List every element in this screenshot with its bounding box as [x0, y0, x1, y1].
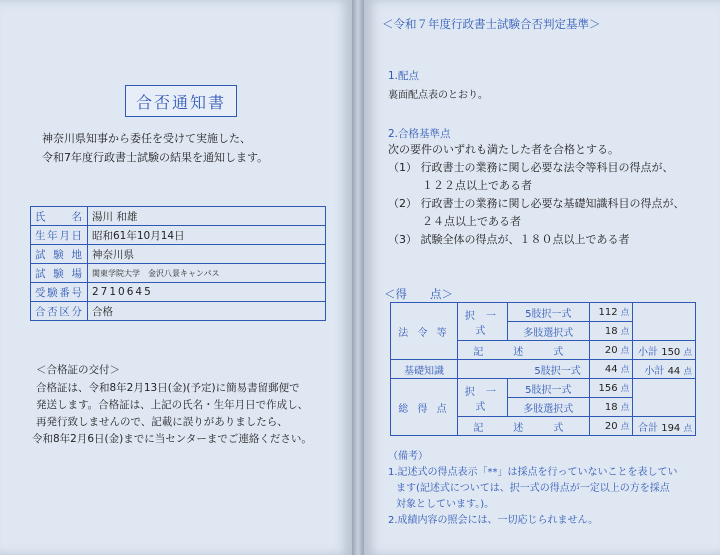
total-multi-choice-label: 多肢選択式 [507, 398, 589, 417]
law-choice-label: 択 一 式 [457, 303, 507, 341]
law-five-choice-score [589, 303, 633, 322]
table-row [391, 379, 696, 398]
total-multi-choice-value: 18 [604, 402, 618, 413]
basic-subtotal-value: 44 [667, 365, 681, 377]
total-category: 総 得 点 [391, 379, 458, 436]
law-subtotal [633, 341, 696, 360]
total-written-label: 記 述 式 [457, 417, 589, 436]
intro-line-1: 神奈川県知事から委任を受けて実施した、 [42, 132, 251, 145]
law-subtotal-value: 150 [661, 346, 681, 358]
unit-label: 点 [620, 327, 630, 337]
basic-category: 基礎知識 [391, 360, 458, 379]
remark-line-1: 1.記述式の得点表示「**」は採点を行っていないことを表してい [388, 467, 678, 478]
exam-number-value: 2710645 [88, 283, 326, 302]
unit-label: 点 [683, 366, 692, 377]
candidate-info-table [30, 206, 326, 321]
score-heading: ＜得 点＞ [384, 287, 453, 301]
grand-total-label: 合計 [638, 422, 659, 434]
table-row [391, 360, 696, 379]
law-written-score [589, 341, 633, 360]
criterion-1: （1） 行政書士の業務に関し必要な法令等科目の得点が、 [388, 161, 674, 174]
law-multi-choice-label: 多肢選択式 [507, 322, 589, 341]
score-table [390, 302, 696, 436]
unit-label: 点 [620, 384, 630, 394]
criterion-3: （3） 試験全体の得点が、１８０点以上である者 [388, 233, 630, 246]
exam-region-value: 神奈川県 [88, 245, 326, 264]
table-row [31, 245, 326, 264]
grand-total [633, 417, 696, 436]
exam-region-label: 試 験 地 [31, 245, 88, 264]
section1-title: 1.配点 [388, 70, 420, 82]
grand-total-value: 194 [661, 422, 681, 434]
law-multi-choice-score [589, 322, 633, 341]
basic-five-choice-score [589, 360, 633, 379]
notice-title [125, 85, 237, 117]
law-blank-cell [633, 303, 696, 341]
table-row [391, 303, 696, 322]
criterion-2-cont: ２４点以上である者 [422, 215, 521, 228]
basic-five-choice-label: 5肢択一式 [457, 360, 589, 379]
remark-line-2: ます(記述式については、択一式の得点が一定以上の方を採点 [396, 483, 670, 494]
unit-label: 点 [683, 347, 692, 358]
result-label: 合否区分 [31, 302, 88, 321]
result-value: 合格 [88, 302, 326, 321]
exam-venue-label: 試 験 場 [31, 264, 88, 283]
law-five-choice-value: 112 [598, 307, 618, 318]
total-five-choice-score [589, 379, 633, 398]
basic-five-choice-value: 44 [604, 364, 618, 375]
table-row [31, 283, 326, 302]
law-written-value: 20 [604, 345, 618, 356]
remark-line-4: 2.成績内容の照会には、一切応じられません。 [388, 515, 599, 526]
table-row [31, 226, 326, 245]
book-gutter [352, 0, 364, 555]
intro-line-2: 令和7年度行政書士試験の結果を通知します。 [42, 151, 269, 164]
total-multi-choice-score [589, 398, 633, 417]
remark-line-3: 対象としています。)。 [396, 499, 495, 510]
exam-number-label: 受験番号 [31, 283, 88, 302]
total-blank-cell [633, 379, 696, 417]
certificate-line-4: 令和8年2月6日(金)までに当センターまでご連絡ください。 [32, 433, 312, 445]
table-row [31, 207, 326, 226]
criterion-2: （2） 行政書士の業務に関し必要な基礎知識科目の得点が、 [388, 197, 685, 210]
section1-text: 裏面配点表のとおり。 [388, 90, 488, 101]
remarks-heading: （備考） [388, 451, 428, 462]
unit-label: 点 [620, 422, 630, 432]
table-row [31, 264, 326, 283]
section2-text: 次の要件のいずれも満たした者を合格とする。 [388, 143, 619, 156]
unit-label: 点 [620, 308, 630, 318]
exam-venue-value: 関東学院大学 金沢八景キャンパス [88, 264, 326, 283]
unit-label: 点 [620, 403, 630, 413]
law-category: 法 令 等 [391, 303, 458, 360]
total-choice-label: 択 一 式 [457, 379, 507, 417]
criteria-header: ＜令和７年度行政書士試験合否判定基準＞ [382, 17, 601, 31]
certificate-line-3: 再発行致しませんので、記載に誤りがありましたら、 [36, 416, 288, 428]
total-five-choice-value: 156 [598, 383, 618, 394]
name-label: 氏 名 [31, 207, 88, 226]
law-five-choice-label: 5肢択一式 [507, 303, 589, 322]
total-five-choice-label: 5肢択一式 [507, 379, 589, 398]
basic-subtotal [633, 360, 696, 379]
total-written-value: 20 [604, 421, 618, 432]
birthdate-value: 昭和61年10月14日 [88, 226, 326, 245]
certificate-heading: ＜合格証の交付＞ [36, 364, 120, 376]
table-row [31, 302, 326, 321]
section2-title: 2.合格基準点 [388, 128, 451, 140]
certificate-line-2: 発送します。合格証は、上記の氏名・生年月日で作成し、 [36, 399, 309, 411]
subtotal-label: 小計 [638, 346, 659, 358]
certificate-line-1: 合格証は、令和8年2月13日(金)(予定)に簡易書留郵便で [36, 382, 300, 394]
birthdate-label: 生年月日 [31, 226, 88, 245]
total-written-score [589, 417, 633, 436]
notice-title-text: 合否通知書 [135, 92, 226, 112]
law-multi-choice-value: 18 [604, 326, 618, 337]
unit-label: 点 [683, 423, 692, 434]
law-written-label: 記 述 式 [457, 341, 589, 360]
name-value: 湯川 和雄 [88, 207, 326, 226]
unit-label: 点 [620, 365, 630, 375]
criterion-1-cont: １２２点以上である者 [422, 179, 532, 192]
subtotal-label: 小計 [644, 365, 665, 377]
unit-label: 点 [620, 346, 630, 356]
